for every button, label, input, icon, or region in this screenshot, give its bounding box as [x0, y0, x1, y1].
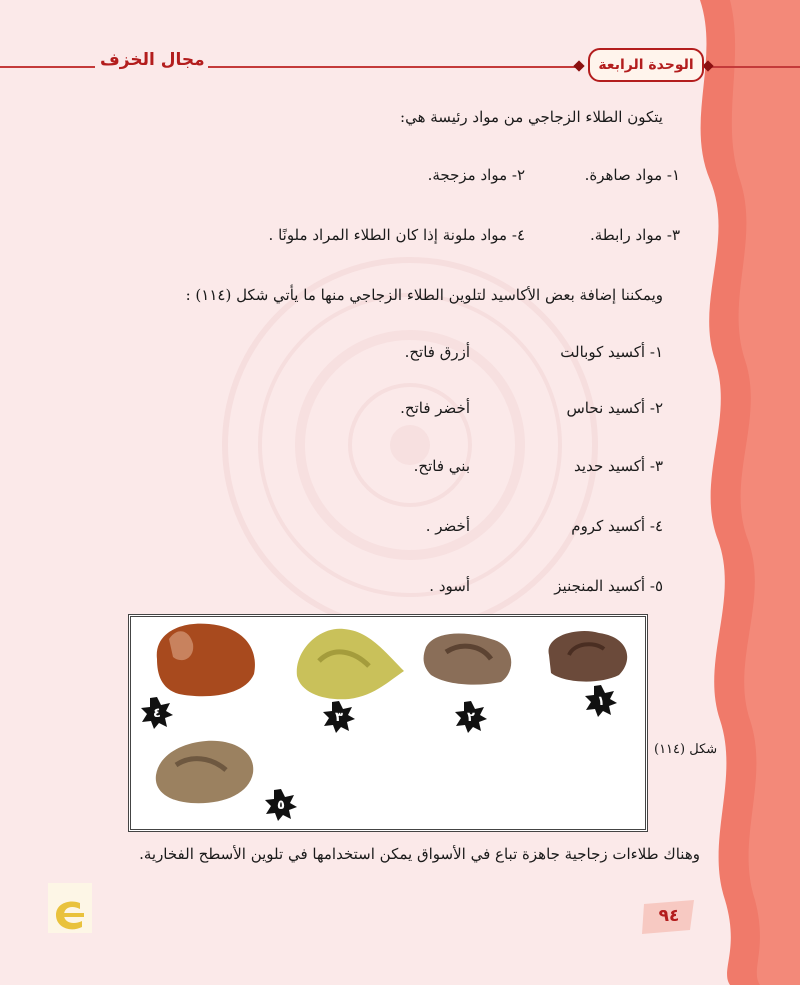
material-item-3: ٣- مواد رابطة.: [590, 226, 680, 244]
header-diamond-left: [573, 60, 584, 71]
oxide-name-4: ٤- أكسيد كروم: [571, 517, 663, 535]
intro-text: يتكون الطلاء الزجاجي من مواد رئيسة هي:: [400, 108, 663, 126]
material-item-2: ٢- مواد مزججة.: [427, 166, 525, 184]
figure-label-3: ٣: [323, 701, 355, 733]
oxide-color-4: أخضر .: [425, 517, 470, 535]
header-rule-middle: [208, 66, 580, 68]
oxide-sample-4: [149, 619, 261, 699]
material-item-4: ٤- مواد ملونة إذا كان الطلاء المراد ملونًا .: [268, 226, 525, 244]
figure-label-1: ١: [585, 685, 617, 717]
figure-label-4: ٤: [141, 697, 173, 729]
oxide-name-1: ١- أكسيد كوبالت: [560, 343, 663, 361]
oxide-figure: [128, 614, 648, 832]
decorative-side-band: [690, 0, 800, 985]
oxide-color-1: أزرق فاتح.: [404, 343, 470, 361]
figure-label-5: ٥: [265, 789, 297, 821]
oxide-color-5: أسود .: [429, 577, 470, 595]
closing-text: وهناك طلاءات زجاجية جاهزة تباع في الأسواق يمكن استخدامها في تلوين الأسطح الفخارية.: [139, 845, 700, 863]
oxide-sample-2: [421, 627, 521, 687]
oxide-name-2: ٢- أكسيد نحاس: [566, 399, 663, 417]
oxide-name-5: ٥- أكسيد المنجنيز: [554, 577, 663, 595]
oxide-sample-5: [151, 735, 261, 807]
ornament-watermark: [220, 255, 600, 635]
oxide-color-2: أخضر فاتح.: [400, 399, 470, 417]
material-item-1: ١- مواد صاهرة.: [584, 166, 680, 184]
oxide-name-3: ٣- أكسيد حديد: [574, 457, 663, 475]
header-rule-right: [708, 66, 800, 68]
unit-title: الوحدة الرابعة: [588, 48, 704, 82]
figure-caption: شكل (١١٤): [654, 742, 718, 757]
header-rule-left: [0, 66, 95, 68]
figure-label-2: ٢: [455, 701, 487, 733]
oxides-intro: ويمكننا إضافة بعض الأكاسيد لتلوين الطلاء الزجاجي منها ما يأتي شكل (١١٤) :: [185, 286, 663, 304]
oxide-sample-1: [539, 625, 635, 685]
field-title: مجال الخزف: [100, 50, 205, 70]
oxide-sample-3: [289, 621, 409, 701]
publisher-logo-icon: [48, 883, 92, 933]
page-number: ٩٤: [640, 900, 698, 934]
oxide-color-3: بني فاتح.: [413, 457, 470, 475]
